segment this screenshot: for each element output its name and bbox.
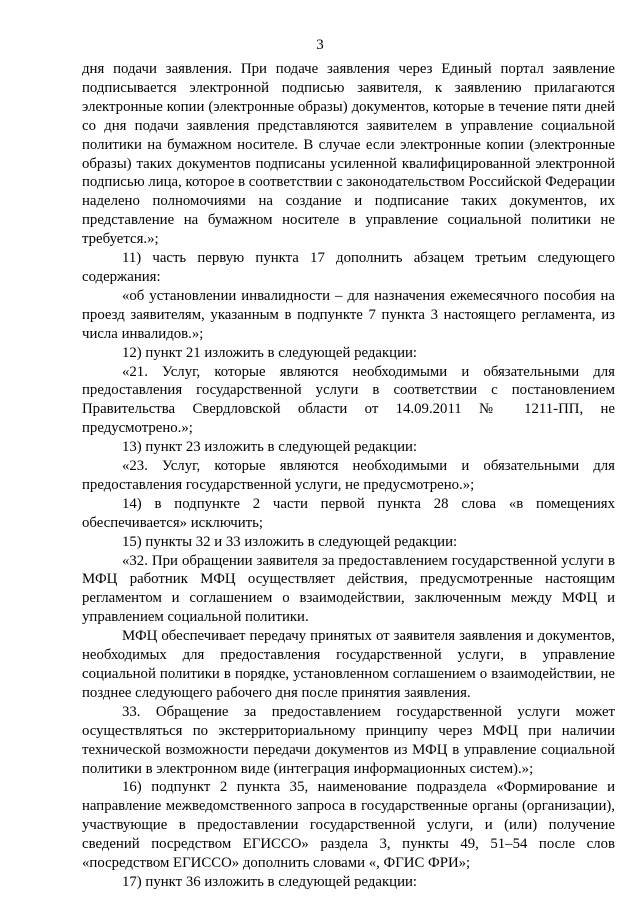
paragraph-item-13: 13) пункт 23 изложить в следующей редакции: [122,439,418,456]
paragraph-item-17: 17) пункт 36 изложить в следующей редакции: [122,873,418,890]
paragraph-item-16: 16) подпункт 2 пункта 35, наименование подраздела «Формирование и направление межведомственного запроса в государственные органы (организации), участвующие в предоставлении государственной услуги, и (или) получение сведений посредством ЕГИССО» раздела 3, пункты 49, 51–54 после слов «посредством ЕГИССО» дополнить словами «, ФГИС ФРИ»; [82,779,615,872]
paragraph-point-23-quote: «23. Услуг, которые являются необходимыми и обязательными для предоставления государственной услуги, не предусмотрено.»; [82,458,615,493]
paragraph-item-12: 12) пункт 21 изложить в следующей редакции: [122,344,418,361]
paragraph-point-32-quote: «32. При обращении заявителя за предоставлением государственной услуги в МФЦ работник МФЦ осуществляет действия, предусмотренные настоящим регламентом и соглашением о взаимодействии, заключенным между МФЦ и управлением социальной политики. [82,552,615,626]
paragraph-item-14: 14) в подпункте 2 части первой пункта 28 слова «в помещениях обеспечивается» исключить; [82,495,615,531]
page-number: 3 [316,37,324,53]
paragraph-item-11: 11) часть первую пункта 17 дополнить абзацем третьим следующего содержания: [82,250,615,285]
paragraph-disability-quote: «об установлении инвалидности – для назначения ежемесячного пособия на проезд заявителям, указанным в подпункте 7 пункта 3 настоящего регламента, из числа инвалидов.»; [82,287,615,342]
document-body [82,60,615,892]
paragraph-application-continuation: дня подачи заявления. При подаче заявления через Единый портал заявление подписывается электронной подписью заявителя, к заявлению прилагаются электронные копии (электронные образы) документов, которые в течение пяти дней со дня подачи заявления представляются заявителем в управление социальной политики на бумажном носителе. В случае если электронные копии (электронные образы) таких документов подписаны усиленной квалифицированной электронной подписью лица, которое в соответствии с законодательством Российской Федерации наделено полномочиями на создание и подписание таких документов, их представление на бумажном носителе в управление социальной политики не требуется.»; [82,61,615,248]
paragraph-point-21-quote: «21. Услуг, которые являются необходимыми и обязательными для предоставления государственной услуги в соответствии с постановлением Правительства Свердловской области от 14.09.2011 № 1211-ПП, не предусмотрено.»; [82,363,615,437]
paragraph-point-33: 33. Обращение за предоставлением государственной услуги может осуществляться по экстерриториальному принципу через МФЦ при наличии технической возможности передачи документов из МФЦ в управление социальной политики в электронном виде (интеграция информационных систем).»; [82,703,615,777]
paragraph-item-15: 15) пункты 32 и 33 изложить в следующей редакции: [122,533,458,550]
paragraph-mfc-transfer: МФЦ обеспечивает передачу принятых от заявителя заявления и документов, необходимых для предоставления государственной услуги, в управление социальной политики в порядке, установленном соглашением о взаимодействии, не позднее следующего рабочего дня после принятия заявления. [82,628,615,701]
